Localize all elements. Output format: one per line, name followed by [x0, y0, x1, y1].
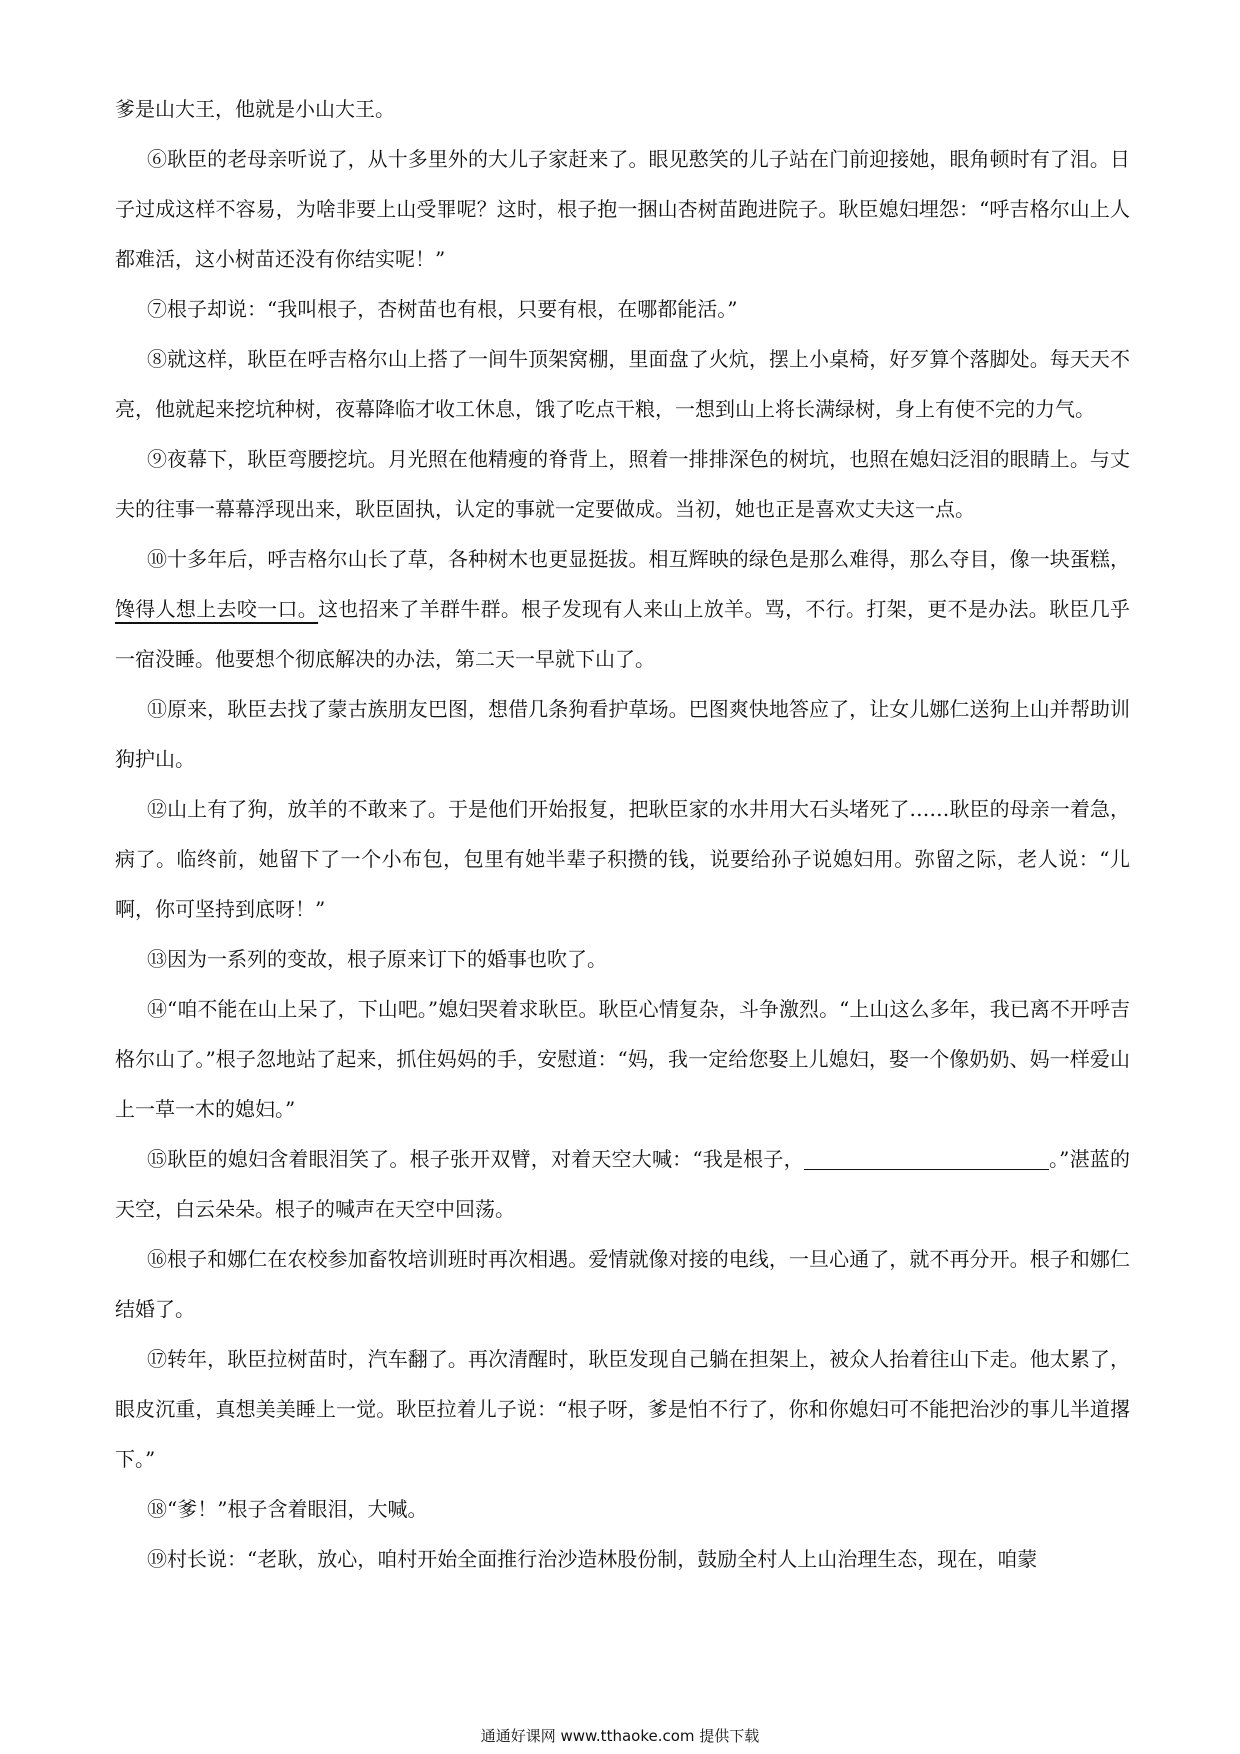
page-footer: 通通好课网 www.tthaoke.com 提供下载 — [480, 1727, 760, 1745]
paragraph-8: ⑧就这样，耿臣在呼吉格尔山上搭了一间牛顶架窝棚，里面盘了火炕，摆上小桌椅，好歹算个落脚处。每天天不亮，他就起来挖坑种树，夜幕降临才收工休息，饿了吃点干粮，一想到山上将长满绿树，身上有使不完的力气。 — [115, 347, 1130, 421]
paragraph-15-before: ⑮耿臣的媳妇含着眼泪笑了。根子张开双臂，对着天空大喊：“我是根子， — [147, 1147, 804, 1171]
paragraph-10-after: 这也招来了羊群牛群。根子发现有人来山上放羊。骂，不行。打架，更不是办法。耿臣几乎一宿没睡。他要想个彻底解决的办法，第二天一早就下山了。 — [115, 597, 1131, 671]
fill-in-blank[interactable] — [804, 1149, 1049, 1170]
paragraph-9: ⑨夜幕下，耿臣弯腰挖坑。月光照在他精瘦的脊背上，照着一排排深色的树坑，也照在媳妇泛泪的眼睛上。与丈夫的往事一幕幕浮现出来，耿臣固执，认定的事就一定要做成。当初，她也正是喜欢丈夫这一点。 — [115, 447, 1130, 521]
paragraph-17: ⑰转年，耿臣拉树苗时，汽车翻了。再次清醒时，耿臣发现自己躺在担架上，被众人抬着往山下走。他太累了，眼皮沉重，真想美美睡上一觉。耿臣拉着儿子说：“根子呀，爹是怕不行了，你和你媳妇可不能把治沙的事儿半道撂下。” — [115, 1347, 1130, 1471]
paragraph-19: ⑲村长说：“老耿，放心，咱村开始全面推行治沙造林股份制，鼓励全村人上山治理生态，现在，咱蒙 — [147, 1547, 1038, 1571]
paragraph-12: ⑫山上有了狗，放羊的不敢来了。于是他们开始报复，把耿臣家的水井用大石头堵死了……耿臣的母亲一着急，病了。临终前，她留下了一个小布包，包里有她半辈子积攒的钱，说要给孙子说媳妇用。弥留之际，老人说：“儿啊，你可坚持到底呀！” — [115, 797, 1130, 921]
paragraph-15 — [115, 1134, 1130, 1234]
paragraph-14: ⑭“咱不能在山上呆了，下山吧。”媳妇哭着求耿臣。耿臣心情复杂，斗争激烈。“上山这么多年，我已离不开呼吉格尔山了。”根子忽地站了起来，抓住妈妈的手，安慰道：“妈，我一定给您娶上儿媳妇，娶一个像奶奶、妈一样爱山上一草一木的媳妇。” — [115, 997, 1130, 1121]
document-body — [115, 84, 1130, 1584]
paragraph-5-continued: 爹是山大王，他就是小山大王。 — [115, 97, 395, 121]
paragraph-18: ⑱“爹！”根子含着眼泪，大喊。 — [147, 1497, 428, 1521]
paragraph-11: ⑪原来，耿臣去找了蒙古族朋友巴图，想借几条狗看护草场。巴图爽快地答应了，让女儿娜仁送狗上山并帮助训狗护山。 — [115, 697, 1130, 771]
paragraph-15-after: 。”湛蓝的天空，白云朵朵。根子的喊声在天空中回荡。 — [115, 1147, 1130, 1221]
paragraph-16: ⑯根子和娜仁在农校参加畜牧培训班时再次相遇。爱情就像对接的电线，一旦心通了，就不再分开。根子和娜仁结婚了。 — [115, 1247, 1130, 1321]
paragraph-10 — [115, 534, 1130, 684]
paragraph-6: ⑥耿臣的老母亲听说了，从十多里外的大儿子家赶来了。眼见憨笑的儿子站在门前迎接她，眼角顿时有了泪。日子过成这样不容易，为啥非要上山受罪呢？这时，根子抱一捆山杏树苗跑进院子。耿臣媳妇埋怨：“呼吉格尔山上人都难活，这小树苗还没有你结实呢！” — [115, 147, 1130, 271]
paragraph-10-before: ⑩十多年后，呼吉格尔山长了草，各种树木也更显挺拔。相互辉映的绿色是那么难得，那么夺目，像一块蛋糕， — [147, 547, 1130, 571]
paragraph-7: ⑦根子却说：“我叫根子，杏树苗也有根，只要有根，在哪都能活。” — [147, 297, 738, 321]
paragraph-13: ⑬因为一系列的变故，根子原来订下的婚事也吹了。 — [147, 947, 607, 971]
underlined-sentence: 馋得人想上去咬一口。 — [115, 597, 319, 621]
